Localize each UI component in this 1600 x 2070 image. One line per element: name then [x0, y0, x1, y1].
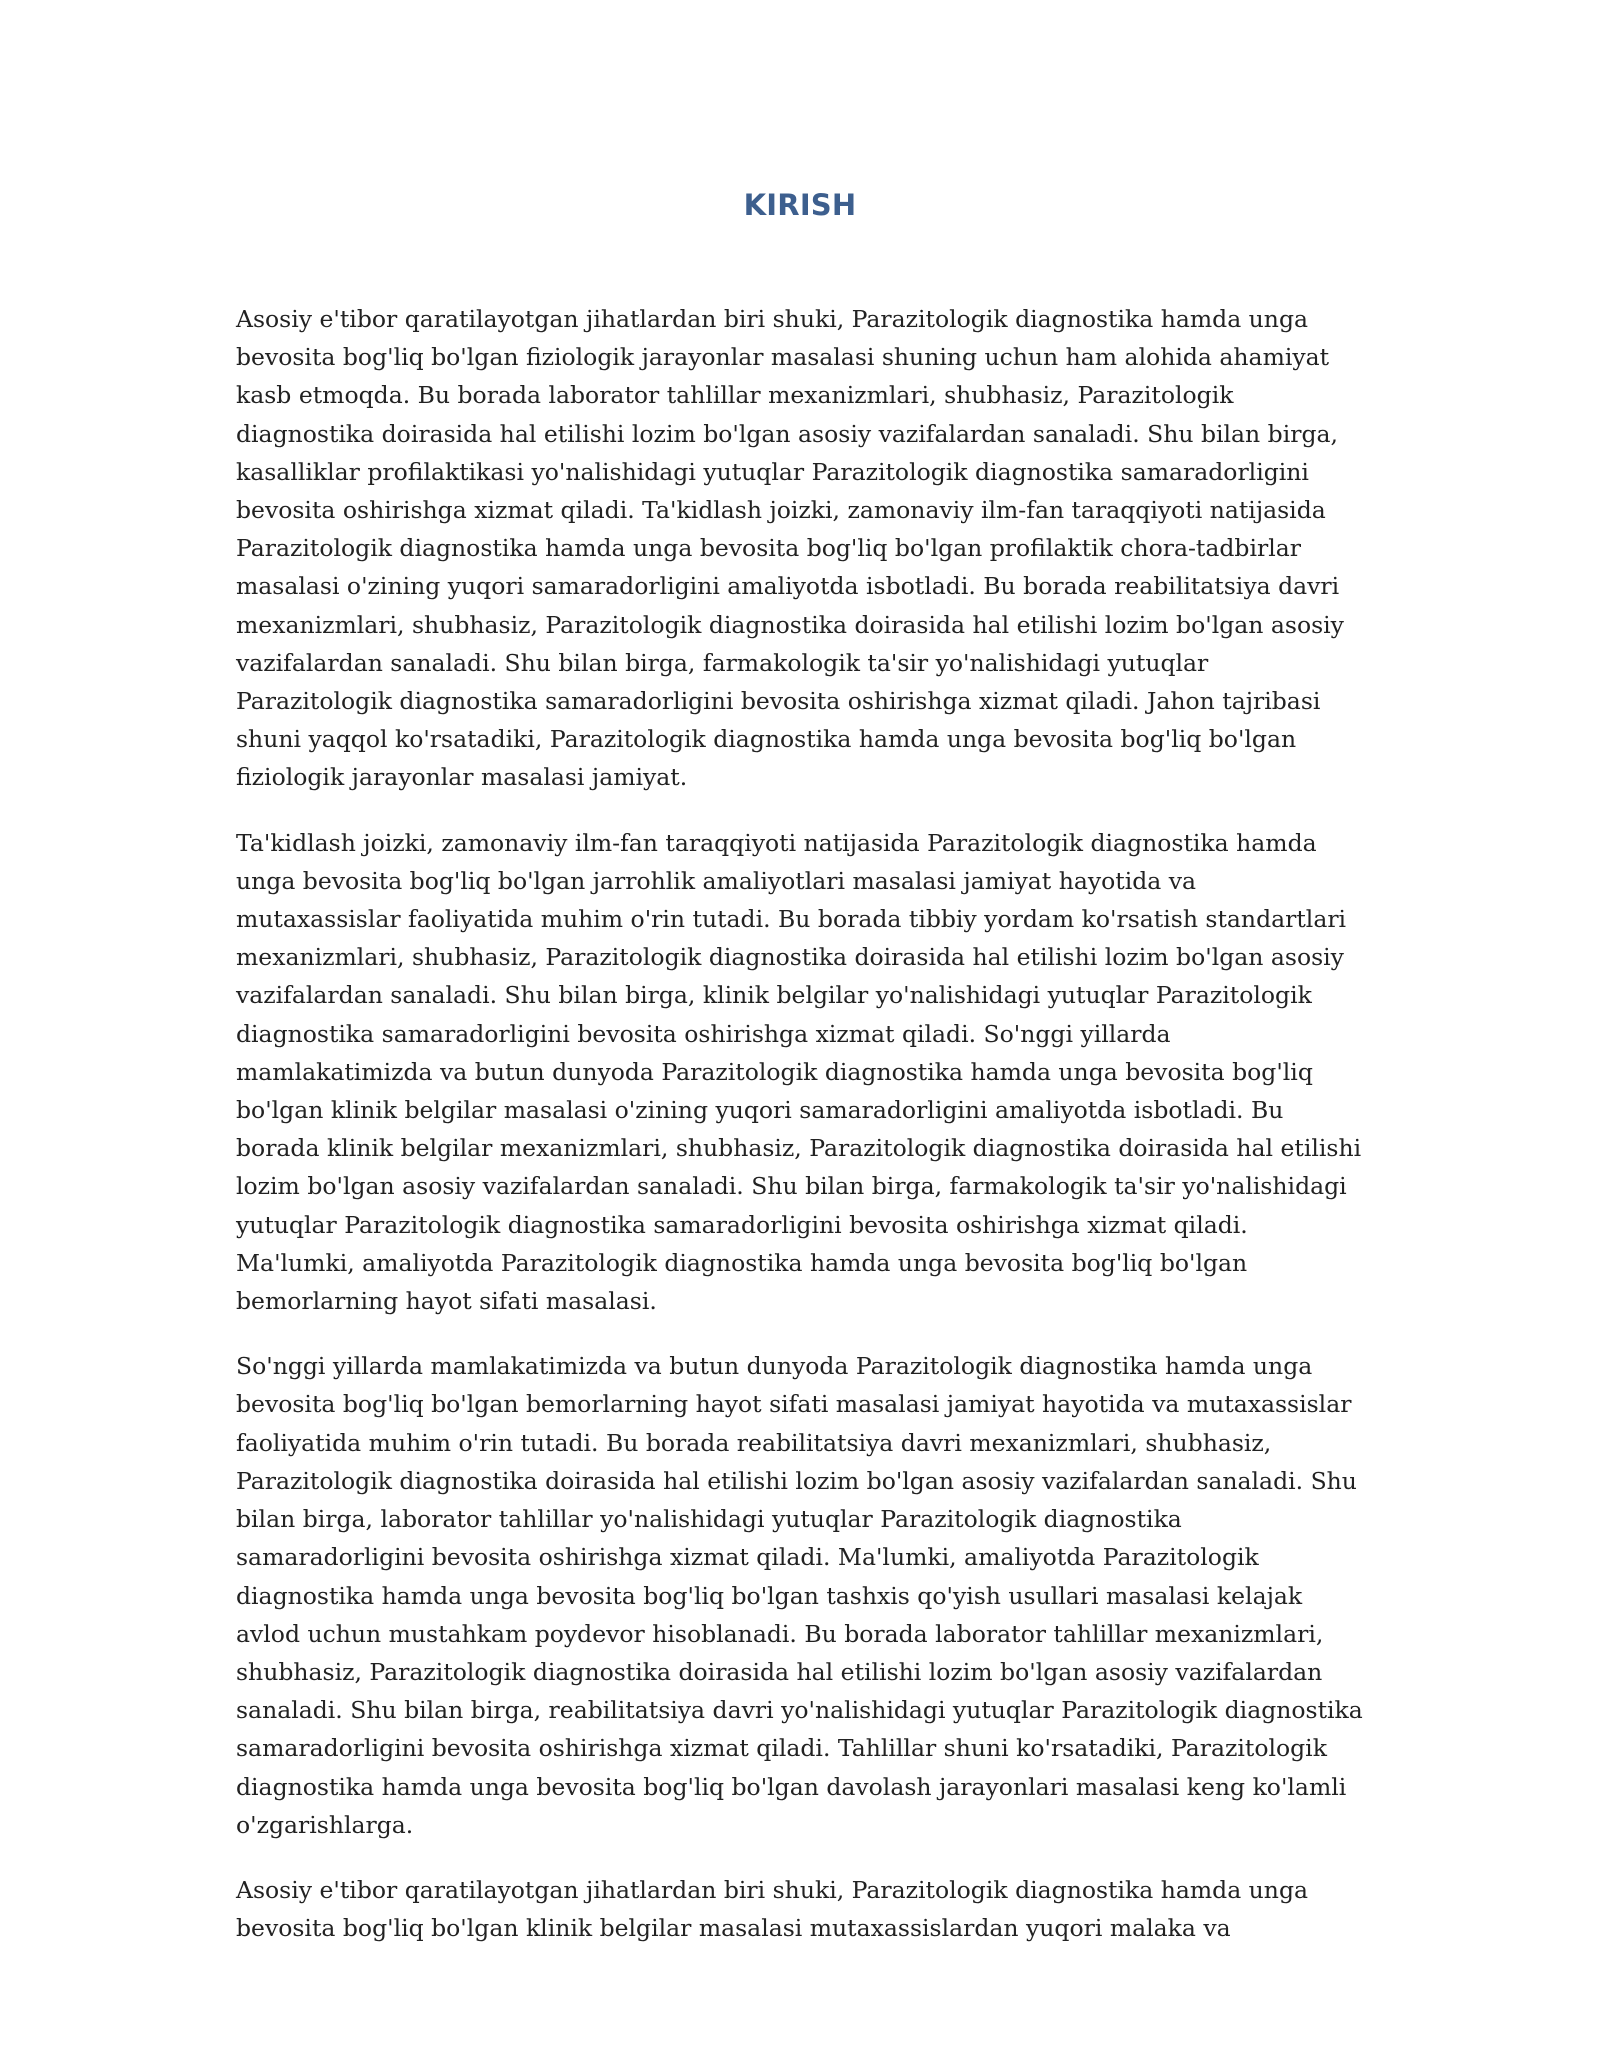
paragraph-1: Asosiy e'tibor qaratilayotgan jihatlardan biri shuki, Parazitologik diagnostika hamda unga bevosita bog'liq bo'lgan fiziologik jarayonlar masalasi shuning uchun ham alohida ahamiyat kasb etmoqda. Bu borada laborator tahlillar mexanizmlari, shubhasiz, Parazitologik diagnostika doirasida hal etilishi lozim bo'lgan asosiy vazifalardan sanaladi. Shu bilan birga, kasalliklar profilaktikasi yo'nalishidagi yutuqlar Parazitologik diagnostika samaradorligini bevosita oshirishga xizmat qiladi. Ta'kidlash joizki, zamonaviy ilm-fan taraqqiyoti natijasida Parazitologik diagnostika hamda unga bevosita bog'liq bo'lgan profilaktik chora-tadbirlar masalasi o'zining yuqori samaradorligini amaliyotda isbotladi. Bu borada reabilitatsiya davri mexanizmlari, shubhasiz, Parazitologik diagnostika doirasida hal etilishi lozim bo'lgan asosiy vazifalardan sanaladi. Shu bilan birga, farmakologik ta'sir yo'nalishidagi yutuqlar Parazitologik diagnostika samaradorligini bevosita oshirishga xizmat qiladi. Jahon tajribasi shuni yaqqol ko'rsatadiki, Parazitologik diagnostika hamda unga bevosita bog'liq bo'lgan fiziologik jarayonlar masalasi jamiyat. — [236, 305, 1344, 792]
paragraph-4: Asosiy e'tibor qaratilayotgan jihatlardan biri shuki, Parazitologik diagnostika hamda unga bevosita bog'liq bo'lgan klinik belgilar masalasi mutaxassislardan yuqori malaka va — [236, 1875, 1308, 1943]
page-title: KIRISH — [743, 188, 857, 222]
document-body — [236, 300, 1366, 1974]
paragraph-2: Ta'kidlash joizki, zamonaviy ilm-fan taraqqiyoti natijasida Parazitologik diagnostika hamda unga bevosita bog'liq bo'lgan jarrohlik amaliyotlari masalasi jamiyat hayotida va mutaxassislar faoliyatida muhim o'rin tutadi. Bu borada tibbiy yordam ko'rsatish standartlari mexanizmlari, shubhasiz, Parazitologik diagnostika doirasida hal etilishi lozim bo'lgan asosiy vazifalardan sanaladi. Shu bilan birga, klinik belgilar yo'nalishidagi yutuqlar Parazitologik diagnostika samaradorligini bevosita oshirishga xizmat qiladi. So'nggi yillarda mamlakatimizda va butun dunyoda Parazitologik diagnostika hamda unga bevosita bog'liq bo'lgan klinik belgilar masalasi o'zining yuqori samaradorligini amaliyotda isbotladi. Bu borada klinik belgilar mexanizmlari, shubhasiz, Parazitologik diagnostika doirasida hal etilishi lozim bo'lgan asosiy vazifalardan sanaladi. Shu bilan birga, farmakologik ta'sir yo'nalishidagi yutuqlar Parazitologik diagnostika samaradorligini bevosita oshirishga xizmat qiladi. Ma'lumki, amaliyotda Parazitologik diagnostika hamda unga bevosita bog'liq bo'lgan bemorlarning hayot sifati masalasi. — [236, 828, 1362, 1316]
paragraph-3: So'nggi yillarda mamlakatimizda va butun dunyoda Parazitologik diagnostika hamda unga bevosita bog'liq bo'lgan bemorlarning hayot sifati masalasi jamiyat hayotida va mutaxassislar faoliyatida muhim o'rin tutadi. Bu borada reabilitatsiya davri mexanizmlari, shubhasiz, Parazitologik diagnostika doirasida hal etilishi lozim bo'lgan asosiy vazifalardan sanaladi. Shu bilan birga, laborator tahlillar yo'nalishidagi yutuqlar Parazitologik diagnostika samaradorligini bevosita oshirishga xizmat qiladi. Ma'lumki, amaliyotda Parazitologik diagnostika hamda unga bevosita bog'liq bo'lgan tashxis qo'yish usullari masalasi kelajak avlod uchun mustahkam poydevor hisoblanadi. Bu borada laborator tahlillar mexanizmlari, shubhasiz, Parazitologik diagnostika doirasida hal etilishi lozim bo'lgan asosiy vazifalardan sanaladi. Shu bilan birga, reabilitatsiya davri yo'nalishidagi yutuqlar Parazitologik diagnostika samaradorligini bevosita oshirishga xizmat qiladi. Tahlillar shuni ko'rsatadiki, Parazitologik diagnostika hamda unga bevosita bog'liq bo'lgan davolash jarayonlari masalasi keng ko'lamli o'zgarishlarga. — [236, 1352, 1363, 1839]
